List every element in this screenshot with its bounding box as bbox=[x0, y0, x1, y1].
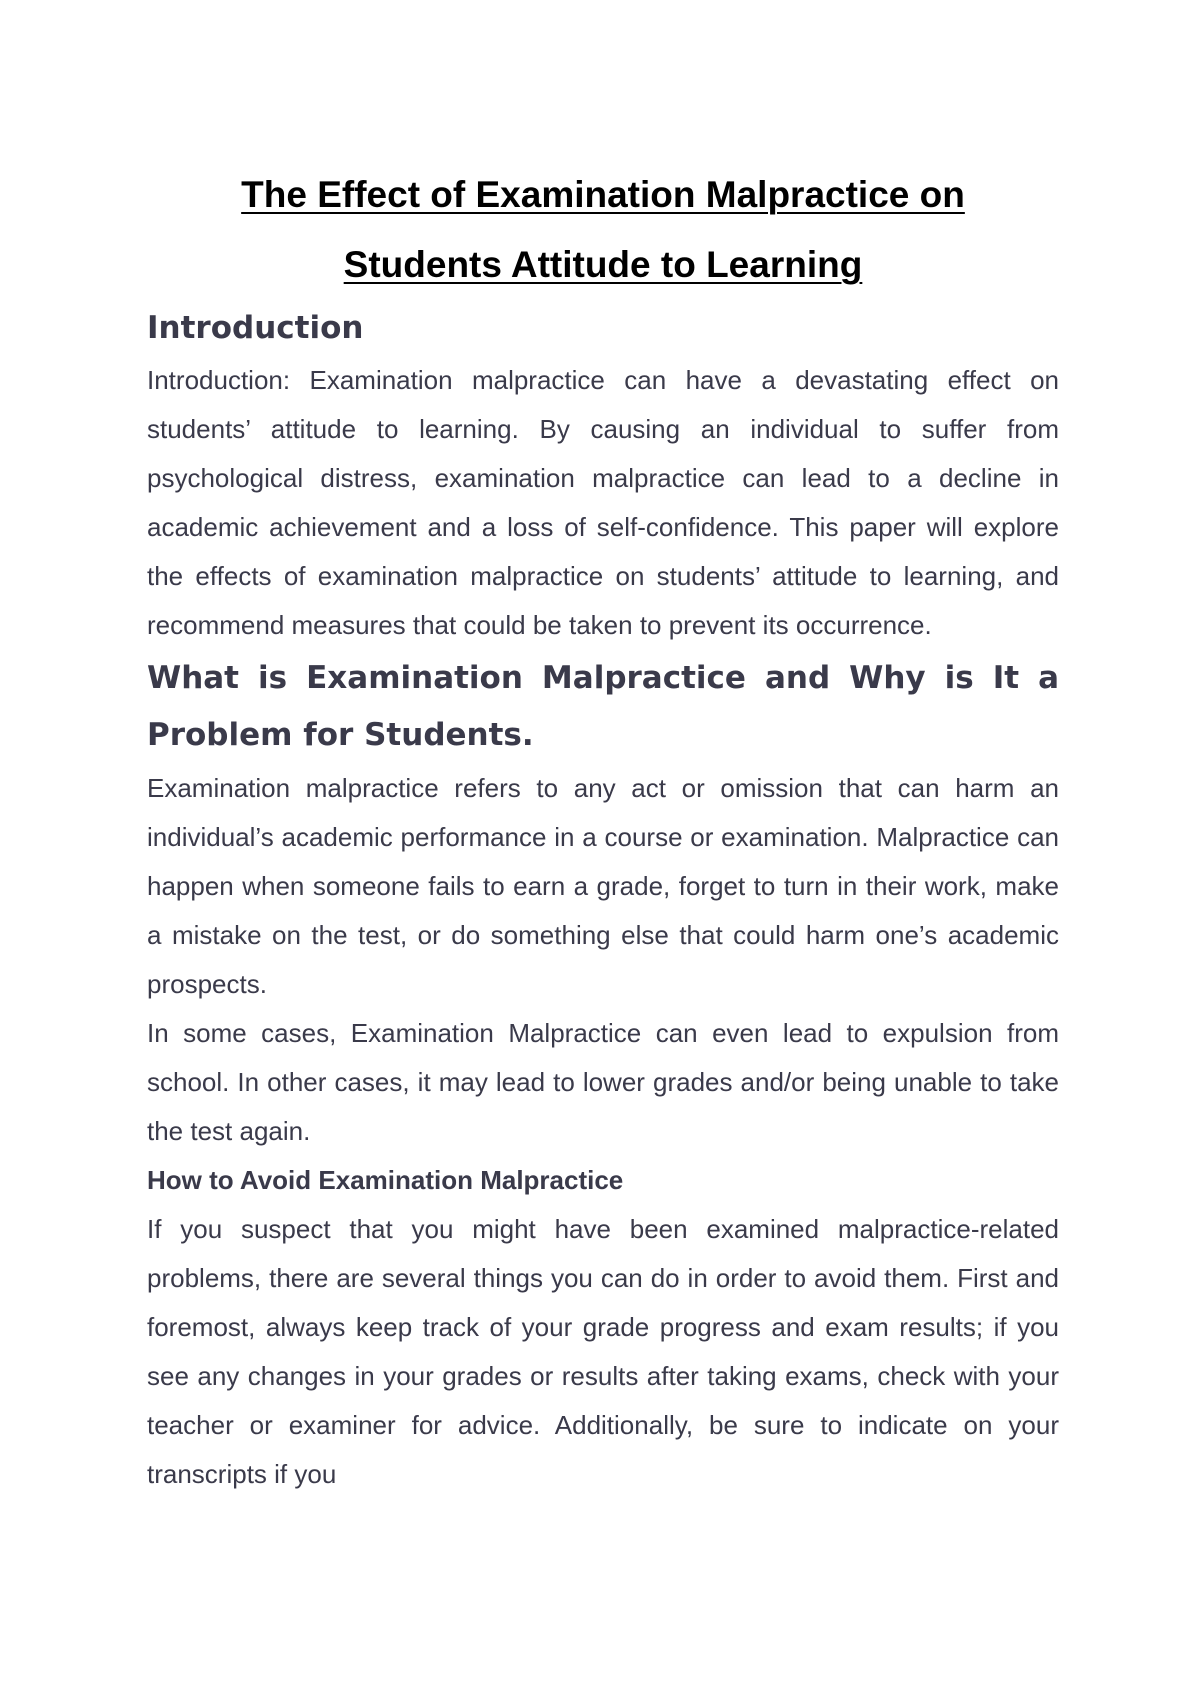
paragraph-introduction: Introduction: Examination malpractice can have a devastating effect on students’ attitude to learning. By causing an individual to suffer from psychological distress, examination malpractice can lead to a decline in academic achievement and a loss of self-confidence. This paper will explore the effects of examination malpractice on students’ attitude to learning, and recommend measures that could be taken to prevent its occurrence. bbox=[147, 365, 1059, 640]
section-heading-introduction: Introduction bbox=[147, 310, 364, 346]
paragraph-how-to-avoid: If you suspect that you might have been examined malpractice-related problems, there are several things you can do in order to avoid them. First and foremost, always keep track of your grade progress and exam results; if you see any changes in your grades or results after taking exams, check with your teacher or examiner for advice. Additionally, be sure to indicate on your transcripts if you bbox=[147, 1214, 1059, 1489]
section-heading-how-to-avoid: How to Avoid Examination Malpractice bbox=[147, 1165, 624, 1195]
document-body bbox=[147, 160, 1059, 1499]
section-heading-what-is-malpractice: What is Examination Malpractice and Why is It a Problem for Students. bbox=[147, 660, 1059, 753]
paragraph-definition: Examination malpractice refers to any act or omission that can harm an individual’s academic performance in a course or examination. Malpractice can happen when someone fails to earn a grade, forget to turn in their work, make a mistake on the test, or do something else that could harm one’s academic prospects. bbox=[147, 773, 1059, 999]
paragraph-consequences: In some cases, Examination Malpractice can even lead to expulsion from school. In other cases, it may lead to lower grades and/or being unable to take the test again. bbox=[147, 1018, 1059, 1146]
document-title-line-2: Students Attitude to Learning bbox=[343, 244, 863, 285]
document-title-line-1: The Effect of Examination Malpractice on bbox=[241, 174, 965, 215]
document-title bbox=[147, 160, 1059, 300]
